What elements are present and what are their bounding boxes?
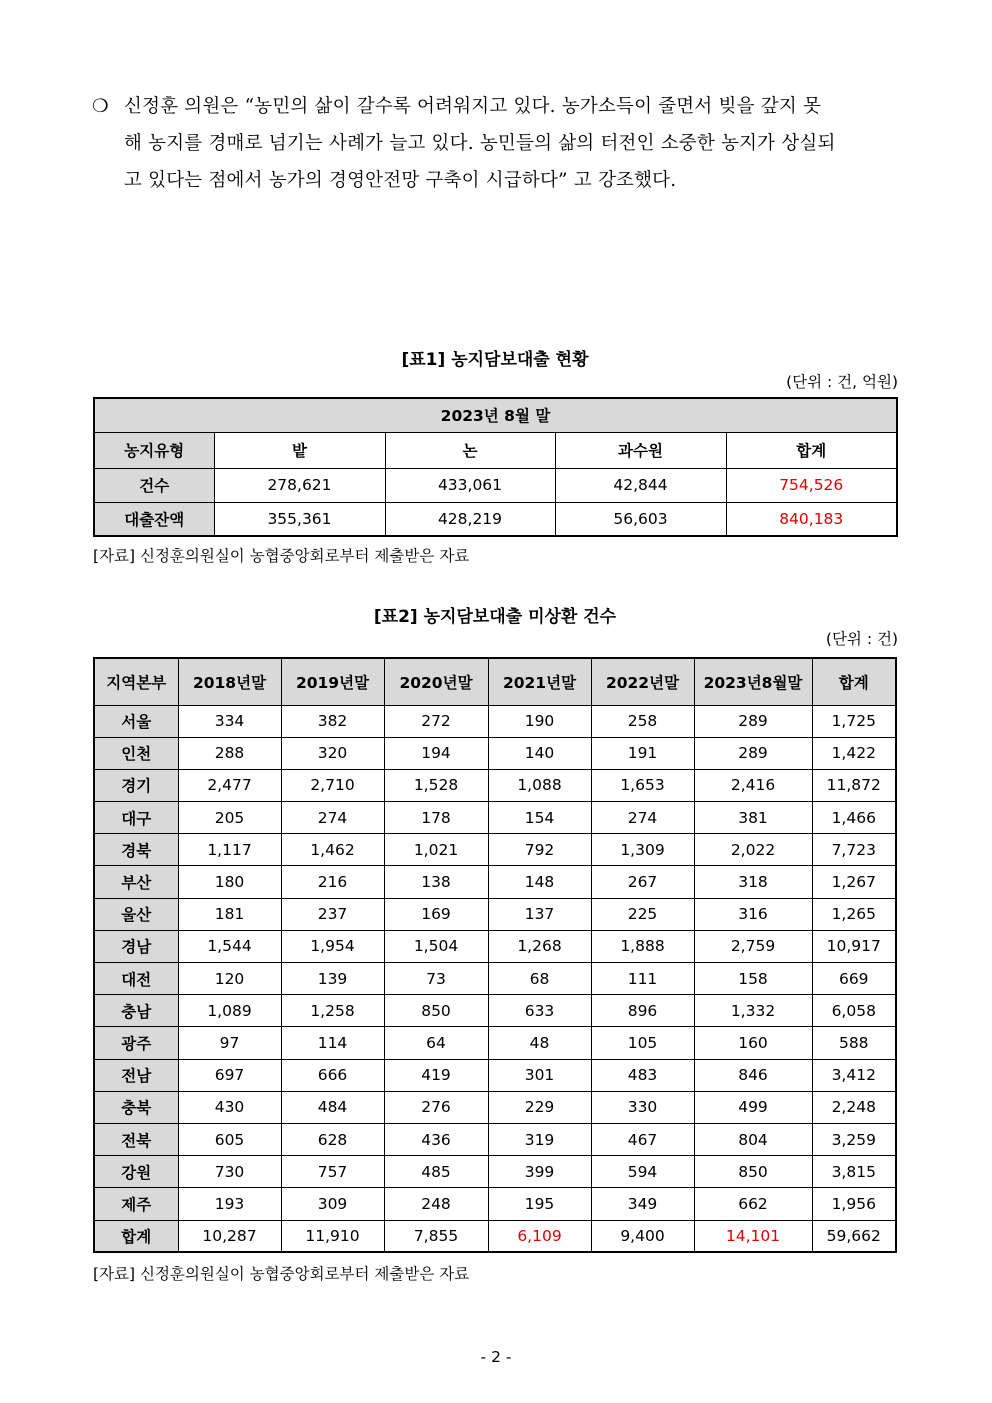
table2-cell: 105	[591, 1027, 694, 1059]
table2-cell: 309	[281, 1188, 384, 1220]
table2-cell: 181	[178, 898, 281, 930]
table2-row	[94, 930, 896, 962]
table2-row	[94, 963, 896, 995]
table2-cell: 1,089	[178, 995, 281, 1027]
table2-cell: 757	[281, 1156, 384, 1188]
table2-cell: 666	[281, 1059, 384, 1091]
table1-header-cell: 과수원	[555, 432, 726, 468]
table2-header-cell: 2023년8월말	[694, 658, 812, 705]
table2-cell: 730	[178, 1156, 281, 1188]
table2-cell: 669	[812, 963, 896, 995]
table2-cell: 1,725	[812, 705, 896, 737]
table2-region-label: 충남	[94, 995, 178, 1027]
table1-cell: 428,219	[385, 502, 555, 536]
table2-region-label: 광주	[94, 1027, 178, 1059]
table2-cell: 485	[384, 1156, 488, 1188]
table2-region-label: 경기	[94, 769, 178, 801]
table2-region-label: 인천	[94, 737, 178, 769]
unpaid-loan-count-table	[93, 657, 897, 1253]
table2-region-label: 서울	[94, 705, 178, 737]
table2-cell: 792	[488, 834, 591, 866]
table2-cell: 697	[178, 1059, 281, 1091]
table2-cell: 111	[591, 963, 694, 995]
table2-row	[94, 769, 896, 801]
paragraph-line-2: 해 농지를 경매로 넘기는 사례가 늘고 있다. 농민들의 삶의 터전인 소중한 농지가 상실되	[124, 133, 836, 154]
table2-cell: 319	[488, 1123, 591, 1155]
table2-cell: 139	[281, 963, 384, 995]
table2-cell: 1,544	[178, 930, 281, 962]
table2-region-label: 강원	[94, 1156, 178, 1188]
table2-cell: 289	[694, 705, 812, 737]
table2-cell: 120	[178, 963, 281, 995]
table2-cell: 11,872	[812, 769, 896, 801]
table2-cell: 154	[488, 802, 591, 834]
table2-cell: 10,917	[812, 930, 896, 962]
table2-cell: 169	[384, 898, 488, 930]
table2-region-label: 부산	[94, 866, 178, 898]
table2-cell: 9,400	[591, 1220, 694, 1252]
table1-caption: [표1] 농지담보대출 현황	[401, 350, 589, 370]
table2-cell: 594	[591, 1156, 694, 1188]
table2-cell: 330	[591, 1091, 694, 1123]
table1-cell: 56,603	[555, 502, 726, 536]
table2-header-cell: 2020년말	[384, 658, 488, 705]
table2-cell: 2,022	[694, 834, 812, 866]
table2-cell: 148	[488, 866, 591, 898]
table2-cell: 258	[591, 705, 694, 737]
page-number: - 2 -	[480, 1348, 512, 1366]
table2-cell: 662	[694, 1188, 812, 1220]
table1-row	[94, 468, 897, 502]
table2-cell: 2,477	[178, 769, 281, 801]
table2-cell: 11,910	[281, 1220, 384, 1252]
table1-cell: 42,844	[555, 468, 726, 502]
table2-cell: 850	[694, 1156, 812, 1188]
table2-cell: 2,248	[812, 1091, 896, 1123]
table2-region-label: 경남	[94, 930, 178, 962]
table2-cell: 1,088	[488, 769, 591, 801]
table1-row	[94, 502, 897, 536]
table2-cell: 10,287	[178, 1220, 281, 1252]
table2-cell: 3,412	[812, 1059, 896, 1091]
table2-header-cell: 2019년말	[281, 658, 384, 705]
table1-cell: 433,061	[385, 468, 555, 502]
table2-row	[94, 834, 896, 866]
table2-row	[94, 737, 896, 769]
table1-row-label: 건수	[94, 468, 214, 502]
table2-row	[94, 898, 896, 930]
table2-row	[94, 1123, 896, 1155]
table2-cell: 194	[384, 737, 488, 769]
table2-cell: 158	[694, 963, 812, 995]
table2-cell: 180	[178, 866, 281, 898]
table2-region-label: 대전	[94, 963, 178, 995]
table2-row	[94, 705, 896, 737]
table2-cell: 334	[178, 705, 281, 737]
table2-header-cell: 2021년말	[488, 658, 591, 705]
table2-region-label: 합계	[94, 1220, 178, 1252]
table2-cell: 7,723	[812, 834, 896, 866]
table2-region-label: 제주	[94, 1188, 178, 1220]
table1-total-cell: 840,183	[726, 502, 897, 536]
table2-cell: 804	[694, 1123, 812, 1155]
table2-cell: 1,956	[812, 1188, 896, 1220]
table1-unit: (단위 : 건, 억원)	[786, 373, 898, 391]
table2-cell: 276	[384, 1091, 488, 1123]
table2-cell: 68	[488, 963, 591, 995]
table1-header-cell: 밭	[214, 432, 385, 468]
table2-cell: 1,504	[384, 930, 488, 962]
table2-cell: 2,416	[694, 769, 812, 801]
table1-period-header: 2023년 8월 말	[94, 398, 897, 432]
table2-cell: 195	[488, 1188, 591, 1220]
table2-region-label: 충북	[94, 1091, 178, 1123]
table1-header-cell: 합계	[726, 432, 897, 468]
table2-cell: 1,462	[281, 834, 384, 866]
table2-cell: 633	[488, 995, 591, 1027]
table2-cell: 193	[178, 1188, 281, 1220]
table2-row	[94, 1059, 896, 1091]
table2-cell: 484	[281, 1091, 384, 1123]
table2-cell: 499	[694, 1091, 812, 1123]
farmland-loan-status-table	[93, 397, 898, 537]
table2-cell: 190	[488, 705, 591, 737]
table2-cell: 137	[488, 898, 591, 930]
table2-cell: 6,058	[812, 995, 896, 1027]
table2-cell: 6,109	[488, 1220, 591, 1252]
table2-region-label: 울산	[94, 898, 178, 930]
paragraph-line-3: 고 있다는 점에서 농가의 경영안전망 구축이 시급하다” 고 강조했다.	[124, 170, 677, 191]
table2-cell: 483	[591, 1059, 694, 1091]
table2-cell: 114	[281, 1027, 384, 1059]
paragraph-line-1: ❍ 신정훈 의원은 “농민의 삶이 갈수록 어려워지고 있다. 농가소득이 줄면서 빚을 갚지 못	[92, 88, 900, 125]
table2-header-cell: 지역본부	[94, 658, 178, 705]
table2-cell: 178	[384, 802, 488, 834]
quote-paragraph	[92, 88, 900, 199]
table2-header-cell: 2022년말	[591, 658, 694, 705]
table2-cell: 248	[384, 1188, 488, 1220]
table2-cell: 267	[591, 866, 694, 898]
table2-cell: 138	[384, 866, 488, 898]
table2-cell: 1,021	[384, 834, 488, 866]
table2-row	[94, 1027, 896, 1059]
table2-region-label: 대구	[94, 802, 178, 834]
table2-cell: 14,101	[694, 1220, 812, 1252]
bullet-circle-icon: ❍	[92, 96, 109, 117]
table2-cell: 1,258	[281, 995, 384, 1027]
table2-cell: 216	[281, 866, 384, 898]
table2-row	[94, 1220, 896, 1252]
table1-total-cell: 754,526	[726, 468, 897, 502]
table2-cell: 1,332	[694, 995, 812, 1027]
table2-cell: 274	[591, 802, 694, 834]
table2-cell: 1,309	[591, 834, 694, 866]
table2-cell: 316	[694, 898, 812, 930]
table2-cell: 1,268	[488, 930, 591, 962]
table2-cell: 3,815	[812, 1156, 896, 1188]
table2-cell: 229	[488, 1091, 591, 1123]
table2-cell: 205	[178, 802, 281, 834]
table2-header-cell: 2018년말	[178, 658, 281, 705]
table2-cell: 3,259	[812, 1123, 896, 1155]
table2-cell: 1,954	[281, 930, 384, 962]
table2-cell: 48	[488, 1027, 591, 1059]
table2-cell: 191	[591, 737, 694, 769]
table2-cell: 289	[694, 737, 812, 769]
table2-cell: 1,528	[384, 769, 488, 801]
table2-cell: 225	[591, 898, 694, 930]
table2-row	[94, 866, 896, 898]
table2-region-label: 전북	[94, 1123, 178, 1155]
table2-cell: 1,117	[178, 834, 281, 866]
table2-cell: 2,710	[281, 769, 384, 801]
table2-cell: 237	[281, 898, 384, 930]
table1-cell: 278,621	[214, 468, 385, 502]
table1-header-cell: 농지유형	[94, 432, 214, 468]
table1-cell: 355,361	[214, 502, 385, 536]
table2-cell: 430	[178, 1091, 281, 1123]
table2-cell: 896	[591, 995, 694, 1027]
table2-source: [자료] 신정훈의원실이 농협중앙회로부터 제출받은 자료	[93, 1265, 470, 1283]
table2-cell: 7,855	[384, 1220, 488, 1252]
table2-cell: 1,466	[812, 802, 896, 834]
table2-cell: 97	[178, 1027, 281, 1059]
table2-cell: 1,267	[812, 866, 896, 898]
table2-cell: 1,422	[812, 737, 896, 769]
table2-cell: 467	[591, 1123, 694, 1155]
table2-cell: 318	[694, 866, 812, 898]
table2-header-row	[94, 658, 896, 705]
table2-row	[94, 995, 896, 1027]
table2-cell: 274	[281, 802, 384, 834]
table2-cell: 381	[694, 802, 812, 834]
table2-row	[94, 1188, 896, 1220]
table2-cell: 160	[694, 1027, 812, 1059]
table2-cell: 399	[488, 1156, 591, 1188]
table2-cell: 588	[812, 1027, 896, 1059]
table2-cell: 628	[281, 1123, 384, 1155]
table2-cell: 301	[488, 1059, 591, 1091]
table2-cell: 382	[281, 705, 384, 737]
table2-row	[94, 802, 896, 834]
table2-cell: 349	[591, 1188, 694, 1220]
table2-cell: 419	[384, 1059, 488, 1091]
table2-cell: 272	[384, 705, 488, 737]
table2-cell: 1,653	[591, 769, 694, 801]
table2-cell: 1,888	[591, 930, 694, 962]
table2-cell: 605	[178, 1123, 281, 1155]
table2-cell: 73	[384, 963, 488, 995]
table2-row	[94, 1091, 896, 1123]
table2-cell: 436	[384, 1123, 488, 1155]
table2-region-label: 전남	[94, 1059, 178, 1091]
table2-region-label: 경북	[94, 834, 178, 866]
table2-cell: 288	[178, 737, 281, 769]
table2-cell: 320	[281, 737, 384, 769]
table2-header-cell: 합계	[812, 658, 896, 705]
table2-cell: 846	[694, 1059, 812, 1091]
table2-cell: 59,662	[812, 1220, 896, 1252]
table2-row	[94, 1156, 896, 1188]
table1-header-cell: 논	[385, 432, 555, 468]
table2-cell: 140	[488, 737, 591, 769]
table2-caption: [표2] 농지담보대출 미상환 건수	[373, 607, 617, 627]
table2-cell: 64	[384, 1027, 488, 1059]
table2-cell: 2,759	[694, 930, 812, 962]
table2-unit: (단위 : 건)	[825, 630, 898, 648]
table2-cell: 1,265	[812, 898, 896, 930]
table1-row-label: 대출잔액	[94, 502, 214, 536]
table1-source: [자료] 신정훈의원실이 농협중앙회로부터 제출받은 자료	[93, 547, 470, 565]
table2-cell: 850	[384, 995, 488, 1027]
